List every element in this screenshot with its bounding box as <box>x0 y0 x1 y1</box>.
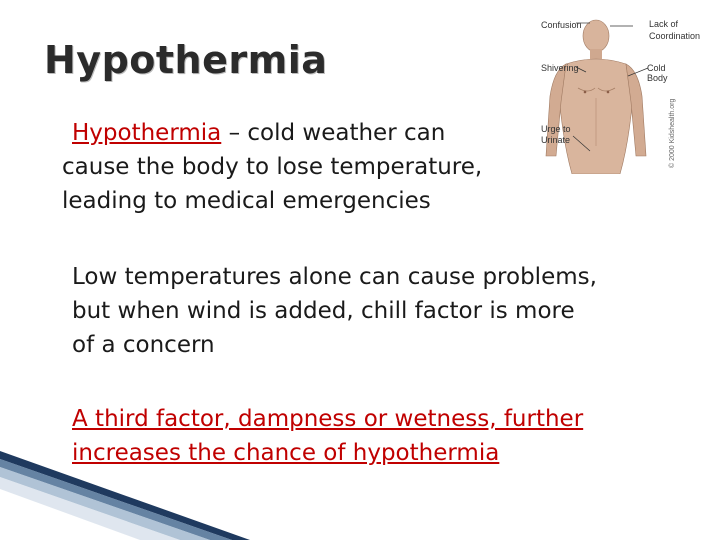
figure-label-confusion: Confusion <box>541 20 582 30</box>
decorative-swoosh <box>0 445 720 540</box>
bullet-1 <box>62 116 482 218</box>
bullet-1-line1 <box>62 116 482 150</box>
bullet-3-line2: increases the chance of hypothermia <box>72 440 500 466</box>
figure-label-lack-of: Lack of <box>649 19 679 29</box>
bullet-1-line3: leading to medical emergencies <box>62 188 431 214</box>
figure-label-cold-body: Cold Body <box>647 63 668 83</box>
bullet-3-line1: A third factor, dampness or wetness, further <box>72 406 584 432</box>
figure-copyright: © 2000 Kidshealth.org <box>669 98 676 168</box>
bullet-2-line1: Low temperatures alone can cause problems, <box>72 264 597 290</box>
slide-title: Hypothermia <box>44 38 328 82</box>
bullet-1-line2: cause the body to lose temperature, <box>62 154 483 180</box>
figure-label-urge-to: Urge to <box>541 124 571 134</box>
bullet-2-line3: of a concern <box>72 332 215 358</box>
figure-label-shivering: Shivering <box>541 63 579 73</box>
bullet-1-line1-text: – cold weather can <box>221 120 446 146</box>
bullet-2-line2: but when wind is added, chill factor is more <box>72 298 575 324</box>
hypothermia-term-link[interactable]: Hypothermia <box>72 120 222 146</box>
figure-label-urinate: Urinate <box>541 135 571 145</box>
hypothermia-symptoms-figure <box>528 6 701 174</box>
bullet-2 <box>72 260 597 362</box>
figure-label-coordination: Coordination <box>649 31 701 41</box>
